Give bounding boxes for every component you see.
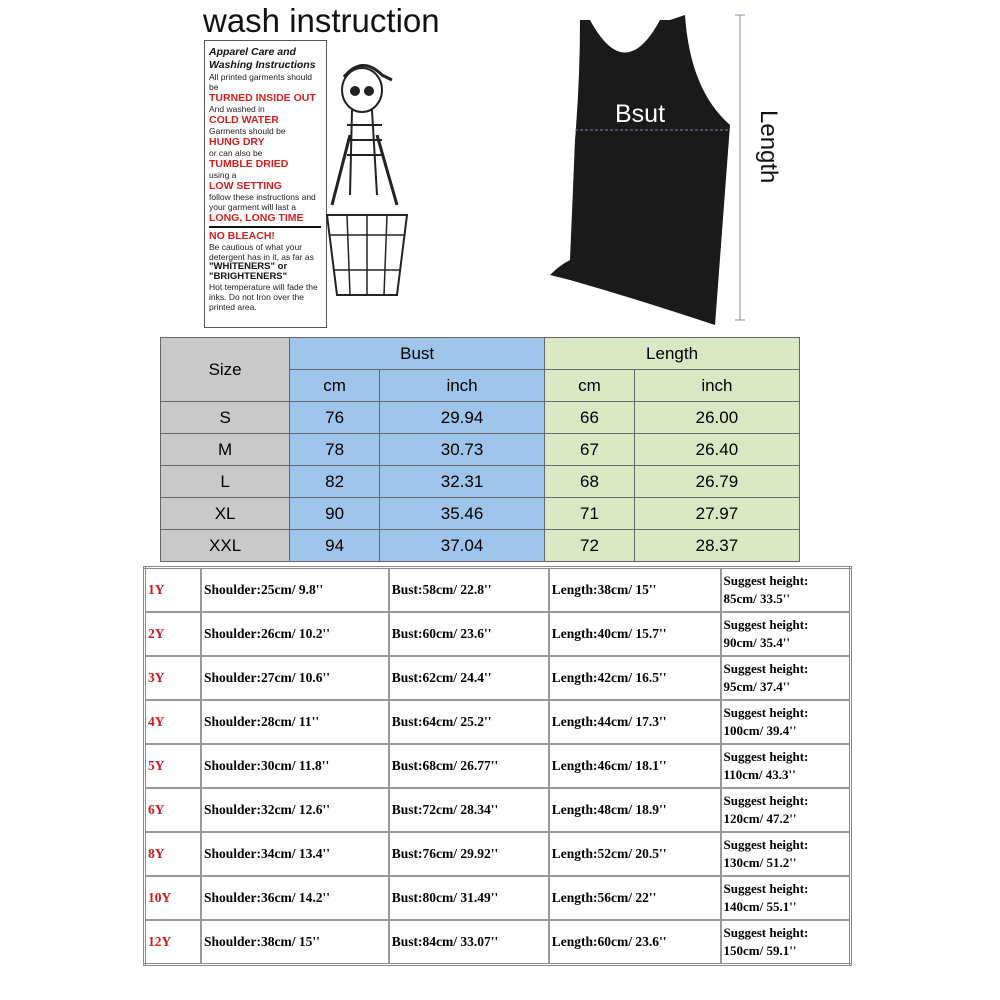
table-row <box>161 530 800 562</box>
bust-label: Bsut <box>615 100 666 128</box>
size-cell: XL <box>161 498 290 530</box>
divider <box>209 226 321 228</box>
shoulder-cell: Shoulder:32cm/ 12.6'' <box>201 788 389 832</box>
table-row <box>145 700 851 744</box>
table-row <box>145 876 851 920</box>
suggest-height-value: 90cm/ 35.4'' <box>723 635 790 650</box>
suggest-height-cell <box>721 568 851 613</box>
size-cell: 6Y <box>145 788 202 832</box>
length-label: Length <box>755 110 782 184</box>
suggest-height-label: Suggest height: <box>723 793 809 808</box>
care-line: your garment will last a <box>209 202 296 212</box>
size-cell: XXL <box>161 530 290 562</box>
size-cell: 3Y <box>145 656 202 700</box>
suggest-height-label: Suggest height: <box>723 881 809 896</box>
suggest-height-label: Suggest height: <box>723 749 809 764</box>
bust-cell: Bust:62cm/ 24.4'' <box>389 656 549 700</box>
table-row <box>145 744 851 788</box>
size-cell: 2Y <box>145 612 202 656</box>
table-row <box>161 466 800 498</box>
size-cell: S <box>161 402 290 434</box>
skeleton-washing-illustration <box>322 55 422 305</box>
length-cell: Length:40cm/ 15.7'' <box>549 612 721 656</box>
suggest-height-label: Suggest height: <box>723 837 809 852</box>
value-cell: 94 <box>290 530 380 562</box>
unit-header: cm <box>290 370 380 402</box>
length-cell: Length:56cm/ 22'' <box>549 876 721 920</box>
bust-cell: Bust:80cm/ 31.49'' <box>389 876 549 920</box>
care-line: LONG, LONG TIME <box>209 212 304 224</box>
value-cell: 26.40 <box>634 434 799 466</box>
size-cell: 10Y <box>145 876 202 920</box>
care-line: or can also be <box>209 148 263 158</box>
suggest-height-label: Suggest height: <box>723 617 809 632</box>
care-line: inks. Do not Iron over the <box>209 292 304 302</box>
bust-cell: Bust:60cm/ 23.6'' <box>389 612 549 656</box>
table-row <box>161 402 800 434</box>
unit-header: cm <box>545 370 635 402</box>
suggest-height-label: Suggest height: <box>723 573 809 588</box>
unit-header: inch <box>379 370 544 402</box>
size-cell: 1Y <box>145 568 202 613</box>
value-cell: 35.46 <box>379 498 544 530</box>
value-cell: 67 <box>545 434 635 466</box>
shoulder-cell: Shoulder:36cm/ 14.2'' <box>201 876 389 920</box>
table-row <box>145 788 851 832</box>
suggest-height-label: Suggest height: <box>723 705 809 720</box>
bust-cell: Bust:76cm/ 29.92'' <box>389 832 549 876</box>
size-cell: 8Y <box>145 832 202 876</box>
size-cell: 4Y <box>145 700 202 744</box>
bust-cell: Bust:58cm/ 22.8'' <box>389 568 549 613</box>
value-cell: 76 <box>290 402 380 434</box>
care-instructions-label <box>204 40 327 328</box>
care-line: Be cautious of what your <box>209 242 303 252</box>
suggest-height-value: 150cm/ 59.1'' <box>723 943 797 958</box>
length-cell: Length:46cm/ 18.1'' <box>549 744 721 788</box>
wash-instruction-title: wash instruction <box>203 2 440 39</box>
value-cell: 82 <box>290 466 380 498</box>
value-cell: 71 <box>545 498 635 530</box>
value-cell: 32.31 <box>379 466 544 498</box>
suggest-height-value: 95cm/ 37.4'' <box>723 679 790 694</box>
value-cell: 28.37 <box>634 530 799 562</box>
size-cell: 5Y <box>145 744 202 788</box>
shoulder-cell: Shoulder:26cm/ 10.2'' <box>201 612 389 656</box>
size-header: Size <box>161 338 290 402</box>
care-line: LOW SETTING <box>209 180 282 192</box>
length-cell: Length:60cm/ 23.6'' <box>549 920 721 965</box>
suggest-height-cell <box>721 656 851 700</box>
suggest-height-value: 100cm/ 39.4'' <box>723 723 797 738</box>
care-line: And washed in <box>209 104 265 114</box>
value-cell: 26.00 <box>634 402 799 434</box>
suggest-height-cell <box>721 832 851 876</box>
suggest-height-value: 85cm/ 33.5'' <box>723 591 790 606</box>
shoulder-cell: Shoulder:28cm/ 11'' <box>201 700 389 744</box>
suggest-height-value: 130cm/ 51.2'' <box>723 855 797 870</box>
length-header: Length <box>545 338 800 370</box>
table-row <box>145 832 851 876</box>
value-cell: 26.79 <box>634 466 799 498</box>
shoulder-cell: Shoulder:27cm/ 10.6'' <box>201 656 389 700</box>
size-cell: M <box>161 434 290 466</box>
care-line: COLD WATER <box>209 114 279 126</box>
care-line: detergent has in it, as far as <box>209 252 314 262</box>
suggest-height-label: Suggest height: <box>723 925 809 940</box>
table-row <box>145 656 851 700</box>
value-cell: 72 <box>545 530 635 562</box>
suggest-height-cell <box>721 744 851 788</box>
shoulder-cell: Shoulder:38cm/ 15'' <box>201 920 389 965</box>
value-cell: 90 <box>290 498 380 530</box>
bust-cell: Bust:72cm/ 28.34'' <box>389 788 549 832</box>
care-line: TURNED INSIDE OUT <box>209 92 316 104</box>
adult-size-table <box>160 337 800 562</box>
value-cell: 66 <box>545 402 635 434</box>
care-line: Garments should be <box>209 126 286 136</box>
suggest-height-value: 140cm/ 55.1'' <box>723 899 797 914</box>
value-cell: 37.04 <box>379 530 544 562</box>
length-cell: Length:44cm/ 17.3'' <box>549 700 721 744</box>
suggest-height-cell <box>721 788 851 832</box>
suggest-height-cell <box>721 612 851 656</box>
care-line: Hot temperature will fade the <box>209 282 318 292</box>
value-cell: 68 <box>545 466 635 498</box>
value-cell: 29.94 <box>379 402 544 434</box>
suggest-height-cell <box>721 920 851 965</box>
bust-cell: Bust:84cm/ 33.07'' <box>389 920 549 965</box>
value-cell: 78 <box>290 434 380 466</box>
length-cell: Length:52cm/ 20.5'' <box>549 832 721 876</box>
care-line: TUMBLE DRIED <box>209 158 289 170</box>
shoulder-cell: Shoulder:34cm/ 13.4'' <box>201 832 389 876</box>
table-row <box>161 434 800 466</box>
suggest-height-cell <box>721 876 851 920</box>
care-line: follow these instructions and <box>209 192 316 202</box>
table-row <box>145 612 851 656</box>
care-line: All printed garments should be <box>209 72 313 92</box>
bust-cell: Bust:68cm/ 26.77'' <box>389 744 549 788</box>
bust-cell: Bust:64cm/ 25.2'' <box>389 700 549 744</box>
suggest-height-value: 120cm/ 47.2'' <box>723 811 797 826</box>
care-line: Apparel Care and <box>209 46 296 58</box>
table-row <box>161 498 800 530</box>
care-line: "BRIGHTENERS" <box>209 271 288 282</box>
unit-header: inch <box>634 370 799 402</box>
length-cell: Length:48cm/ 18.9'' <box>549 788 721 832</box>
care-line: Washing Instructions <box>209 59 316 71</box>
tank-top-image <box>540 0 770 330</box>
length-cell: Length:38cm/ 15'' <box>549 568 721 613</box>
value-cell: 30.73 <box>379 434 544 466</box>
care-line: NO BLEACH! <box>209 230 275 242</box>
care-line: printed area. <box>209 302 257 312</box>
care-line: "WHITENERS" or <box>209 261 288 272</box>
size-cell: L <box>161 466 290 498</box>
kids-size-table <box>143 566 852 966</box>
value-cell: 27.97 <box>634 498 799 530</box>
shoulder-cell: Shoulder:25cm/ 9.8'' <box>201 568 389 613</box>
table-row <box>145 568 851 613</box>
bust-header: Bust <box>290 338 545 370</box>
suggest-height-cell <box>721 700 851 744</box>
table-row <box>145 920 851 965</box>
care-line: HUNG DRY <box>209 136 265 148</box>
shoulder-cell: Shoulder:30cm/ 11.8'' <box>201 744 389 788</box>
care-line: using a <box>209 170 237 180</box>
size-cell: 12Y <box>145 920 202 965</box>
length-cell: Length:42cm/ 16.5'' <box>549 656 721 700</box>
suggest-height-label: Suggest height: <box>723 661 809 676</box>
suggest-height-value: 110cm/ 43.3'' <box>723 767 796 782</box>
